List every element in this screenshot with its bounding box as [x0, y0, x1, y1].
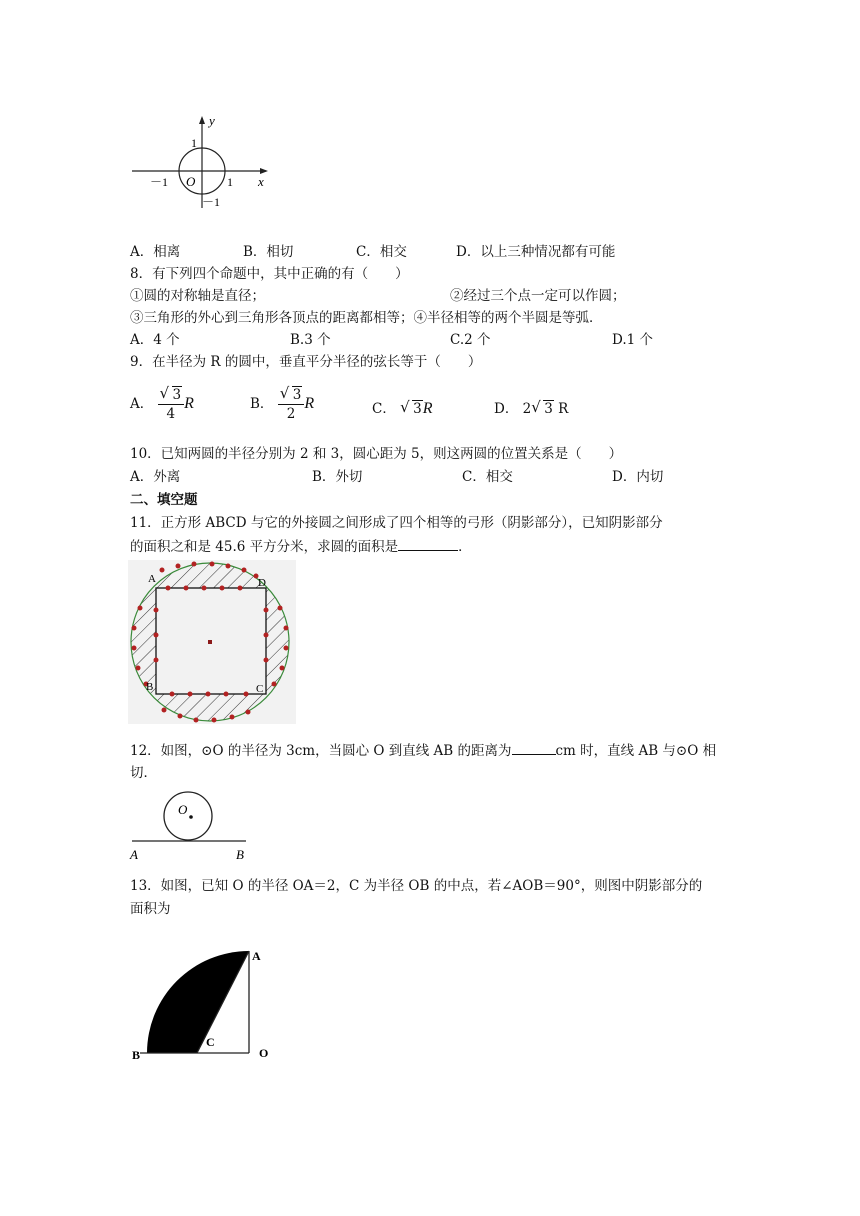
- q8-stem: 8．有下列四个命题中，其中正确的有（ ）: [130, 266, 409, 282]
- circle-o: [164, 792, 212, 840]
- label-o: O: [178, 802, 188, 817]
- q13-line-2: 面积为: [130, 901, 171, 917]
- tick-label-bottom: －1: [202, 195, 221, 209]
- q9-option-a-prefix: A．: [130, 396, 154, 412]
- x-label: x: [258, 174, 264, 189]
- coordinate-circle-figure: [128, 112, 278, 212]
- tick-label-right: 1: [227, 175, 233, 189]
- label-a: A: [130, 847, 138, 862]
- vertex-a: A: [148, 573, 156, 585]
- vertex-c: C: [256, 683, 264, 695]
- square-inscribed-circle-figure: [128, 560, 296, 724]
- shaded-region: [147, 951, 249, 1053]
- sqrt-icon: √ 3: [400, 399, 423, 419]
- q13-line-1: 13．如图，已知 O 的半径 OA＝2，C 为半径 OB 的中点，若∠AOB＝90°，则图中阴影部分的: [130, 878, 703, 894]
- q10-option-c: C．相交: [462, 469, 513, 485]
- q10-option-b: B．外切: [312, 469, 363, 485]
- q9-option-a-fraction: √ $\frac{3}{4}$: [158, 386, 185, 423]
- sqrt-icon: √ 3: [160, 386, 183, 404]
- tangent-circle-figure: [128, 790, 258, 864]
- q7-option-d: D．以上三种情况都有可能: [456, 244, 616, 260]
- label-b: B: [236, 847, 244, 862]
- q7-option-b: B．相切: [243, 244, 294, 260]
- q8-option-b: B.3 个: [290, 332, 331, 348]
- sqrt-icon: √ 3: [531, 399, 554, 419]
- q7-option-c: C．相交: [356, 244, 407, 260]
- tick-label-top: 1: [191, 136, 197, 150]
- q8-proposition-3-4: ③三角形的外心到三角形各顶点的距离都相等；④半径相等的两个半圆是等弧．: [130, 310, 603, 326]
- q11-line-2: 的面积之和是 45.6 平方分米，求圆的面积是 ．: [130, 536, 472, 557]
- q9-option-b-prefix: B．: [250, 396, 274, 412]
- q9-option-b: B． √ $\frac{3}{2}$ R: [250, 386, 314, 423]
- label-c: C: [206, 1035, 215, 1049]
- center-dot: [208, 640, 212, 644]
- answer-blank[interactable]: [398, 536, 458, 551]
- q10-option-d: D．内切: [612, 469, 664, 485]
- q8-proposition-1: ①圆的对称轴是直径；: [130, 288, 265, 304]
- q9-option-c: C． √ 3R: [372, 399, 433, 419]
- q12-line-1: 12．如图，⊙O 的半径为 3cm，当圆心 O 到直线 AB 的距离为 cm 时，直线 AB 与⊙O 相: [130, 740, 716, 761]
- q7-option-a: A．相离: [130, 244, 181, 260]
- q9-option-d: D． 2√ 3 R: [494, 399, 568, 419]
- sqrt-icon: √ 3: [280, 386, 303, 404]
- tick-label-left: －1: [150, 175, 169, 189]
- q8-option-d: D.1 个: [612, 332, 654, 348]
- q9-stem: 9．在半径为 R 的圆中，垂直平分半径的弦长等于（ ）: [130, 354, 482, 370]
- vertex-b: B: [146, 681, 154, 693]
- q9-option-a: A． √ $\frac{3}{4}$ R: [130, 386, 194, 423]
- q10-option-a: A．外离: [130, 469, 181, 485]
- vertex-d: D: [258, 577, 266, 589]
- q9-option-b-fraction: √ $\frac{3}{2}$: [278, 386, 305, 423]
- label-a: A: [252, 949, 261, 963]
- q8-option-c: C.2 个: [450, 332, 491, 348]
- y-label: y: [209, 113, 215, 128]
- section-heading: 二、填空题: [130, 492, 198, 507]
- label-o: O: [259, 1046, 269, 1060]
- y-axis-arrow: [199, 116, 205, 124]
- answer-blank[interactable]: [512, 740, 556, 755]
- label-b: B: [132, 1048, 141, 1062]
- q11-line-1: 11．正方形 ABCD 与它的外接圆之间形成了四个相等的弓形（阴影部分），已知阴影部分: [130, 515, 663, 531]
- center-point: [189, 815, 193, 819]
- q12-line-2: 切．: [130, 765, 157, 781]
- q8-proposition-2: ②经过三个点一定可以作圆；: [450, 288, 626, 304]
- origin-label: O: [186, 174, 196, 189]
- q8-option-a: A．4 个: [130, 332, 180, 348]
- q10-stem: 10．已知两圆的半径分别为 2 和 3，圆心距为 5，则这两圆的位置关系是（ ）: [130, 446, 623, 462]
- quarter-circle-figure: [130, 946, 280, 1066]
